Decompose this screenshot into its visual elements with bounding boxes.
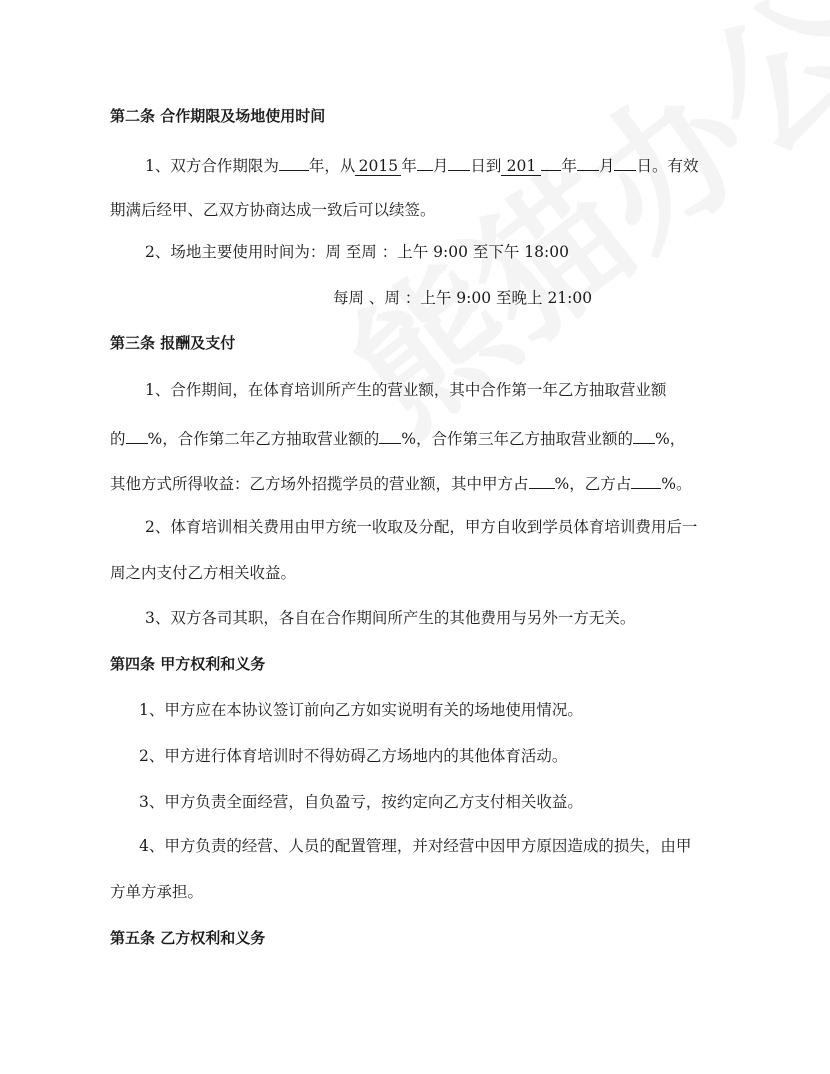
text: %， <box>654 430 686 448</box>
section-3-para-2-line-2: 周之内支付乙方相关收益。 <box>110 564 297 582</box>
blank <box>529 470 555 489</box>
blank <box>633 425 655 444</box>
section-2-para-1-line-2: 期满后经甲、乙双方协商达成一致后可以续签。 <box>110 201 436 219</box>
blank <box>577 152 599 171</box>
section-3-para-1-line-3 <box>110 470 691 494</box>
text: 年，从 <box>308 157 356 175</box>
filled-year-end: 201 <box>501 157 541 176</box>
section-3-para-1-line-2 <box>110 425 685 449</box>
text: 日。有效 <box>636 157 699 175</box>
blank <box>126 425 148 444</box>
section-2-heading: 第二条 合作期限及场地使用时间 <box>110 107 326 125</box>
section-3-para-3: 3、双方各司其职，各自在合作期间所产生的其他费用与另外一方无关。 <box>145 609 636 627</box>
filled-year-start: 2015 <box>355 157 401 176</box>
text: %，合作第二年乙方抽取营业额的 <box>147 430 380 448</box>
text: 月 <box>598 157 615 175</box>
section-4-item-4-line-1: 4、甲方负责的经营、人员的配置管理，并对经营中因甲方原因造成的损失，由甲 <box>139 837 692 855</box>
text: %，乙方占 <box>554 475 632 493</box>
text: 日到 <box>470 157 502 175</box>
section-4-item-1: 1、甲方应在本协议签订前向乙方如实说明有关的场地使用情况。 <box>139 701 583 719</box>
blank <box>541 152 561 171</box>
section-4-item-3: 3、甲方负责全面经营，自负盈亏，按约定向乙方支付相关收益。 <box>139 793 583 811</box>
section-2-para-1-line-1 <box>145 152 698 176</box>
section-4-heading: 第四条 甲方权利和义务 <box>110 655 266 673</box>
blank <box>417 152 433 171</box>
text: 年 <box>401 157 417 175</box>
section-2-para-2-line-1: 2、场地主要使用时间为：周 至周 ：上午 9:00 至下午 18:00 <box>145 243 569 261</box>
blank <box>448 152 470 171</box>
blank <box>631 470 661 489</box>
text: 其他方式所得收益：乙方场外招揽学员的营业额，其中甲方占 <box>110 475 529 493</box>
section-2-para-2-line-2: 每周 、周 ：上午 9:00 至晚上 21:00 <box>333 289 593 307</box>
text: %，合作第三年乙方抽取营业额的 <box>401 430 633 448</box>
text: %。 <box>661 475 692 493</box>
section-3-para-2-line-1: 2、体育培训相关费用由甲方统一收取及分配，甲方自收到学员体育培训费用后一 <box>145 518 698 536</box>
text: 的 <box>110 430 126 448</box>
blank <box>279 152 309 171</box>
text: 月 <box>432 157 449 175</box>
section-4-item-4-line-2: 方单方承担。 <box>110 883 204 901</box>
section-3-para-1-line-1: 1、合作期间，在体育培训所产生的营业额，其中合作第一年乙方抽取营业额 <box>145 381 667 399</box>
blank <box>614 152 636 171</box>
section-4-item-2: 2、甲方进行体育培训时不得妨碍乙方场地内的其他体育活动。 <box>139 747 568 765</box>
blank <box>379 425 401 444</box>
text: 1、双方合作期限为 <box>145 157 279 175</box>
text: 年 <box>561 157 577 175</box>
section-3-heading: 第三条 报酬及支付 <box>110 334 236 352</box>
section-5-heading: 第五条 乙方权利和义务 <box>110 929 266 947</box>
